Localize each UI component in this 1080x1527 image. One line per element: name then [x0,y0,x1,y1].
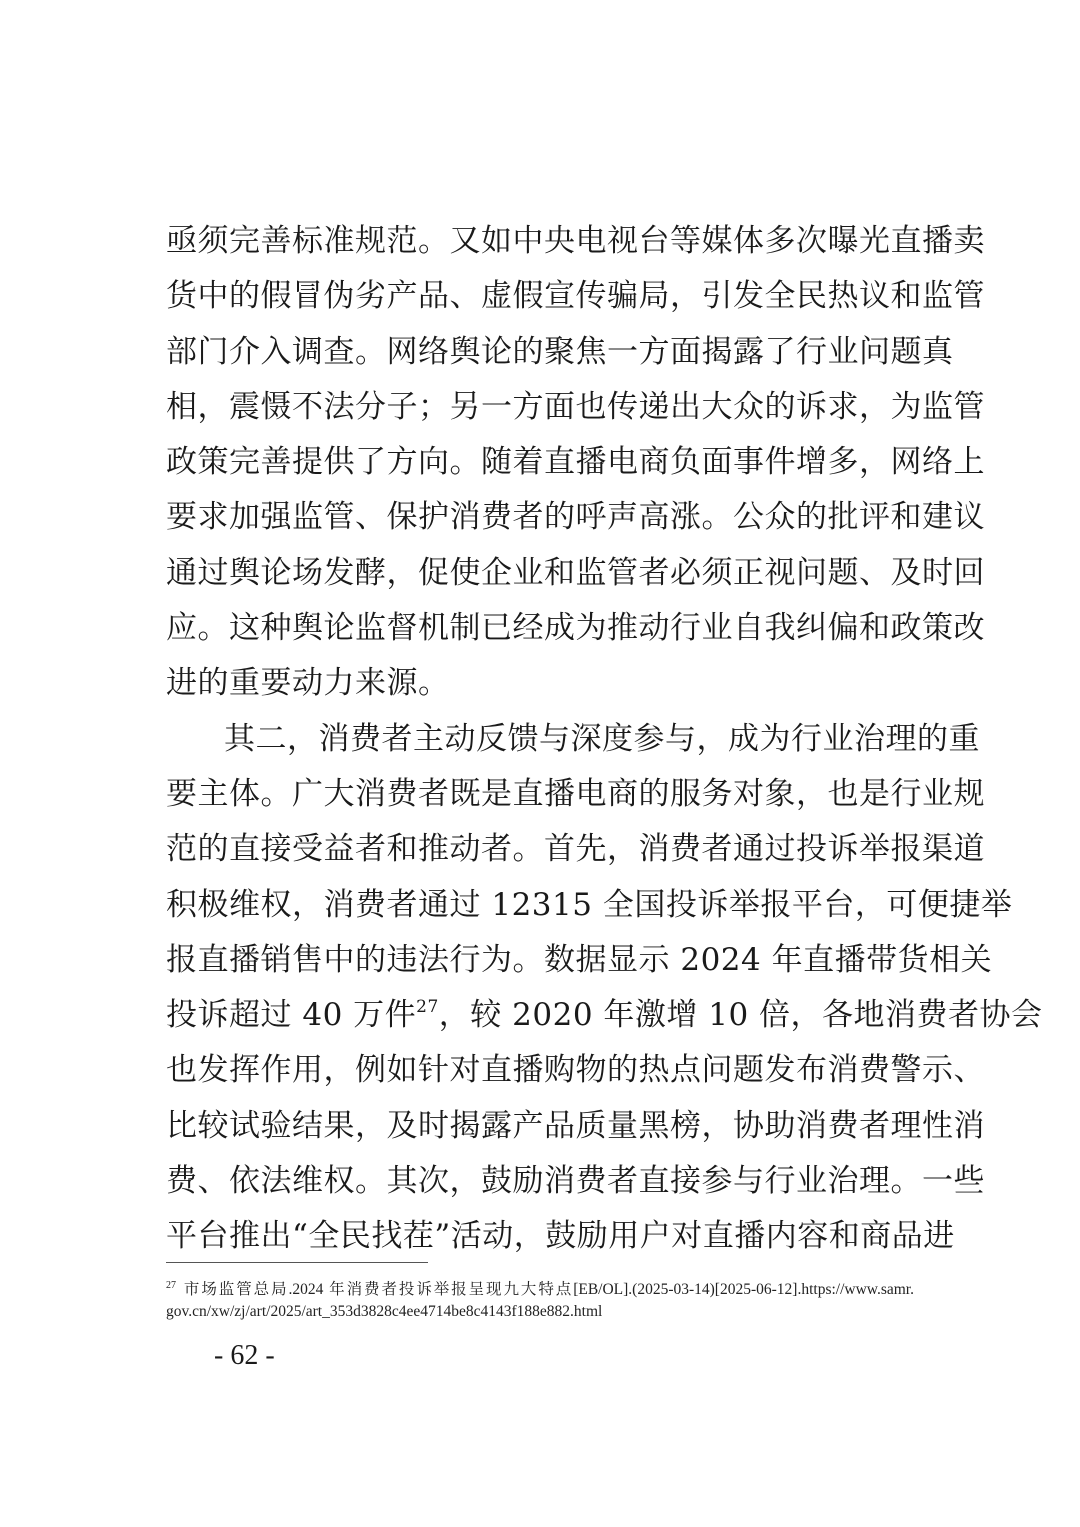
footnote-separator [166,1262,428,1263]
body-line: 积极维权，消费者通过 12315 全国投诉举报平台，可便捷举 [166,886,1013,923]
body-line: 政策完善提供了方向。随着直播电商负面事件增多，网络上 [166,444,985,481]
paragraph-start-line: 其二，消费者主动反馈与深度参与，成为行业治理的重 [224,720,980,757]
body-line: 相，震慑不法分子；另一方面也传递出大众的诉求，为监管 [166,388,985,425]
body-line: 进的重要动力来源。 [166,665,450,702]
body-line: 要求加强监管、保护消费者的呼声高涨。公众的批评和建议 [166,499,985,536]
body-line: 要主体。广大消费者既是直播电商的服务对象，也是行业规 [166,775,985,812]
body-text [166,214,1043,1265]
body-line: 范的直接受益者和推动者。首先，消费者通过投诉举报渠道 [166,831,985,868]
footnote-reference[interactable]: 27 [416,996,439,1017]
body-line: 通过舆论场发酵，促使企业和监管者必须正视问题、及时回 [166,554,985,591]
footnote-url[interactable]: gov.cn/xw/zj/art/2025/art_353d3828c4ee4714be8c4143f188e882.html [166,1303,603,1320]
page-number: - 62 - [214,1340,275,1371]
body-line: 报直播销售中的违法行为。数据显示 2024 年直播带货相关 [166,941,993,978]
body-line: 费、依法维权。其次，鼓励消费者直接参与行业治理。一些 [166,1163,985,1200]
body-line: 货中的假冒伪劣产品、虚假宣传骗局，引发全民热议和监管 [166,278,985,315]
body-line: 比较试验结果，及时揭露产品质量黑榜，协助消费者理性消 [166,1107,985,1144]
body-line: 亟须完善标准规范。又如中央电视台等媒体多次曝光直播卖 [166,223,985,259]
text-segment: 投诉超过 40 万件 [166,997,417,1034]
footnote-line [166,1279,914,1301]
footnote [166,1279,914,1323]
body-line: 平台推出“全民找茬”活动，鼓励用户对直播内容和商品进 [166,1218,955,1255]
body-line: 应。这种舆论监督机制已经成为推动行业自我纠偏和政策改 [166,610,985,647]
body-line-with-footnote [166,988,1043,1043]
body-line: 也发挥作用，例如针对直播购物的热点问题发布消费警示、 [166,1052,985,1089]
footnote-mark: 27 [166,1279,176,1291]
footnote-text: 市场监管总局.2024 年消费者投诉举报呈现九大特点[EB/OL].(2025-03-14)[2025-06-12].https://www.samr. [182,1281,914,1298]
body-line: 部门介入调查。网络舆论的聚焦一方面揭露了行业问题真 [166,333,954,370]
text-segment: ，较 2020 年激增 10 倍，各地消费者协会 [438,997,1043,1034]
